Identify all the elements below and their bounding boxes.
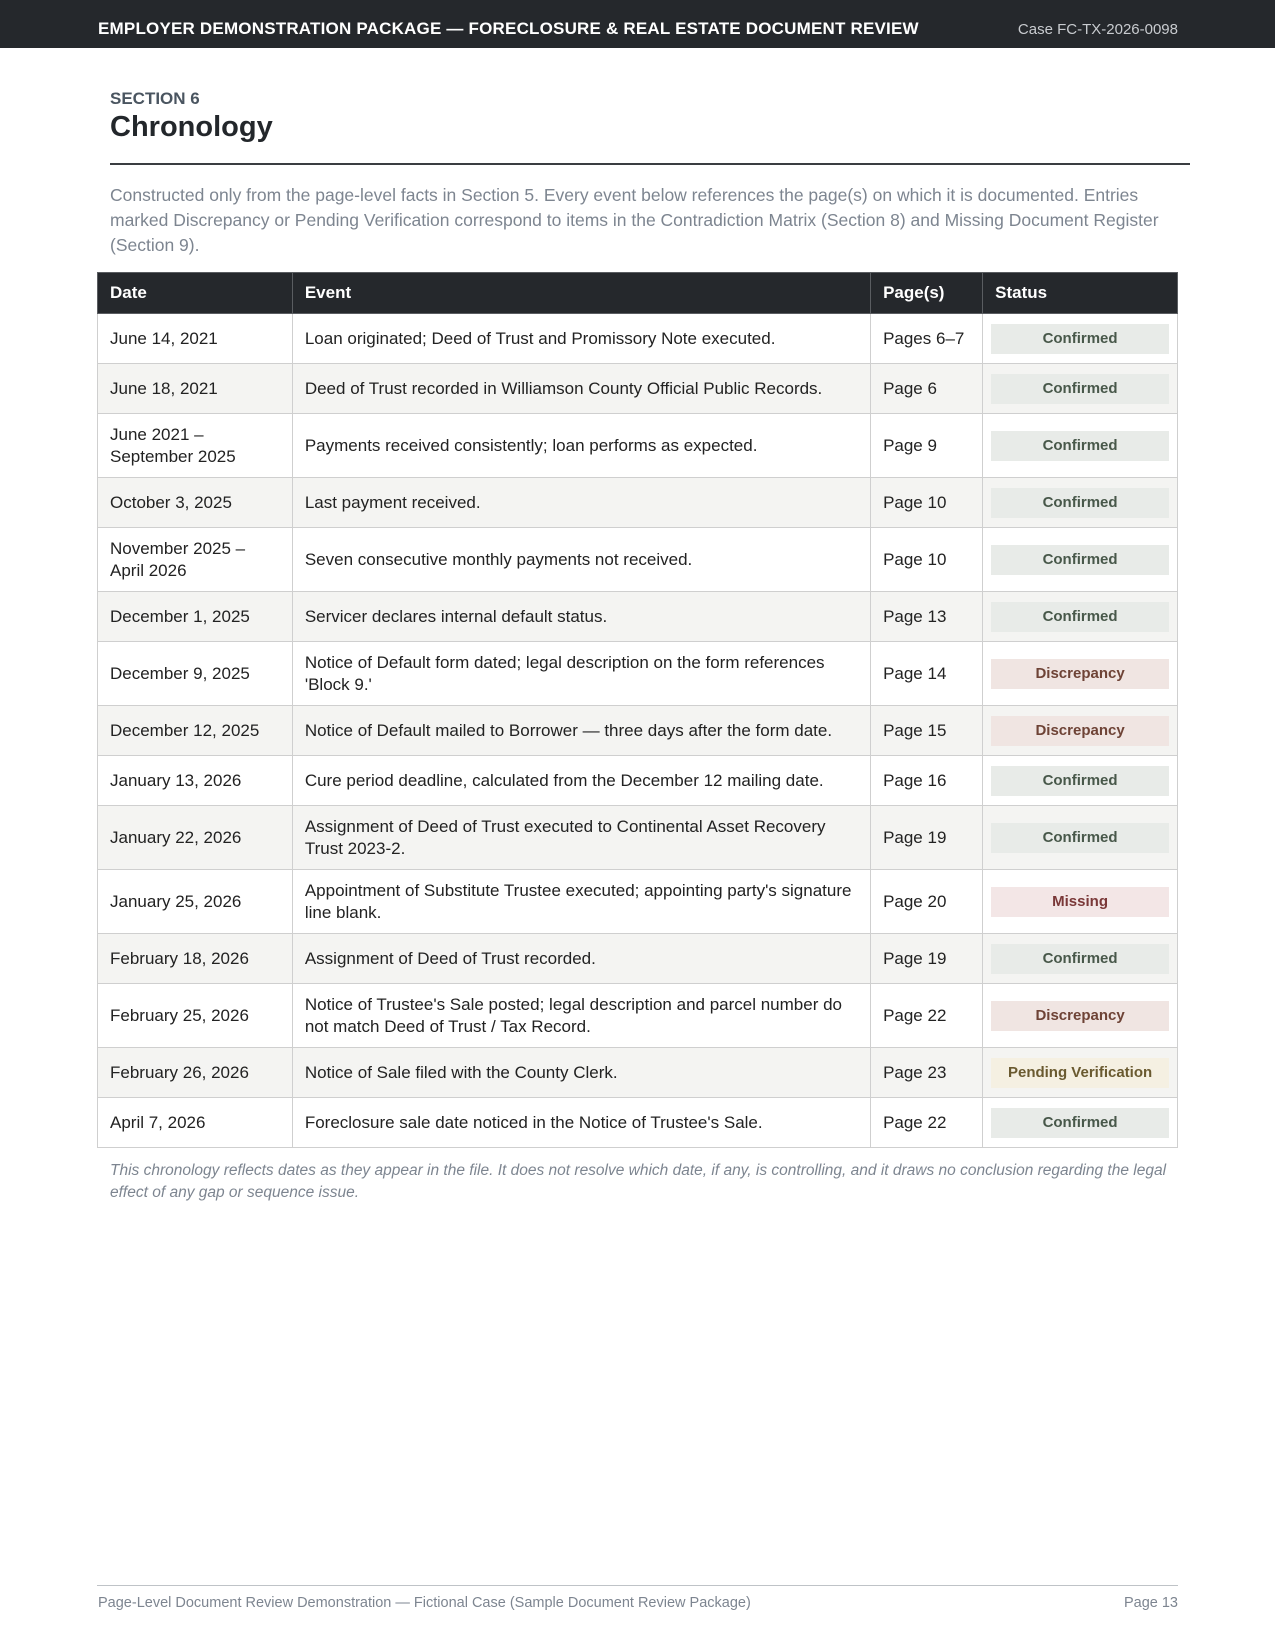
- page-title: Chronology: [110, 111, 273, 143]
- status-badge: Confirmed: [991, 944, 1169, 974]
- footer-divider: [97, 1585, 1178, 1586]
- date-cell: June 2021 – September 2025: [98, 414, 293, 478]
- pages-cell: Page 9: [871, 414, 983, 478]
- status-badge: Confirmed: [991, 374, 1169, 404]
- status-cell: [983, 414, 1178, 478]
- event-cell: Last payment received.: [292, 478, 870, 528]
- date-cell: January 22, 2026: [98, 806, 293, 870]
- date-cell: June 14, 2021: [98, 314, 293, 364]
- pages-cell: Page 14: [871, 642, 983, 706]
- table-row: [98, 756, 1178, 806]
- pages-cell: Page 22: [871, 1098, 983, 1148]
- event-cell: Payments received consistently; loan performs as expected.: [292, 414, 870, 478]
- status-cell: [983, 984, 1178, 1048]
- table-header-row: [98, 273, 1178, 314]
- table-row: [98, 806, 1178, 870]
- status-badge: Missing: [991, 887, 1169, 917]
- status-badge: Confirmed: [991, 1108, 1169, 1138]
- table-row: [98, 706, 1178, 756]
- table-row: [98, 592, 1178, 642]
- status-badge: Confirmed: [991, 488, 1169, 518]
- status-badge: Discrepancy: [991, 1001, 1169, 1031]
- event-cell: Notice of Trustee's Sale posted; legal description and parcel number do not match Deed of Trust / Tax Record.: [292, 984, 870, 1048]
- pages-cell: Page 15: [871, 706, 983, 756]
- pages-cell: Page 19: [871, 934, 983, 984]
- pages-cell: Pages 6–7: [871, 314, 983, 364]
- event-cell: Loan originated; Deed of Trust and Promissory Note executed.: [292, 314, 870, 364]
- chronology-table-body: [98, 314, 1178, 1148]
- date-cell: December 1, 2025: [98, 592, 293, 642]
- status-cell: [983, 706, 1178, 756]
- footer-description: Page-Level Document Review Demonstration — Fictional Case (Sample Document Review Package): [98, 1595, 751, 1611]
- table-row: [98, 478, 1178, 528]
- status-badge: Confirmed: [991, 431, 1169, 461]
- table-row: [98, 870, 1178, 934]
- table-row: [98, 414, 1178, 478]
- table-row: [98, 528, 1178, 592]
- section-intro: Constructed only from the page-level facts in Section 5. Every event below references the page(s) on which it is documented. Entries marked Discrepancy or Pending Verification correspond to items in the Contradiction Matrix (Section 8) and Missing Document Register (Section 9).: [110, 185, 1159, 255]
- status-badge: Confirmed: [991, 766, 1169, 796]
- date-cell: February 26, 2026: [98, 1048, 293, 1098]
- table-row: [98, 934, 1178, 984]
- table-row: [98, 984, 1178, 1048]
- status-badge: Confirmed: [991, 602, 1169, 632]
- date-cell: December 12, 2025: [98, 706, 293, 756]
- document-header-bar: [0, 0, 1275, 48]
- status-cell: [983, 478, 1178, 528]
- status-badge: Confirmed: [991, 545, 1169, 575]
- event-cell: Assignment of Deed of Trust executed to Continental Asset Recovery Trust 2023-2.: [292, 806, 870, 870]
- status-cell: [983, 1098, 1178, 1148]
- pages-cell: Page 22: [871, 984, 983, 1048]
- status-cell: [983, 870, 1178, 934]
- event-cell: Deed of Trust recorded in Williamson County Official Public Records.: [292, 364, 870, 414]
- pages-cell: Page 10: [871, 478, 983, 528]
- date-cell: February 25, 2026: [98, 984, 293, 1048]
- pages-cell: Page 6: [871, 364, 983, 414]
- status-cell: [983, 756, 1178, 806]
- event-cell: Notice of Default mailed to Borrower — three days after the form date.: [292, 706, 870, 756]
- date-cell: April 7, 2026: [98, 1098, 293, 1148]
- date-cell: January 13, 2026: [98, 756, 293, 806]
- table-row: [98, 1048, 1178, 1098]
- table-row: [98, 314, 1178, 364]
- status-cell: [983, 806, 1178, 870]
- status-badge: Discrepancy: [991, 716, 1169, 746]
- column-header-event: Event: [292, 273, 870, 314]
- table-row: [98, 364, 1178, 414]
- pages-cell: Page 20: [871, 870, 983, 934]
- status-cell: [983, 642, 1178, 706]
- header-title: EMPLOYER DEMONSTRATION PACKAGE — FORECLOSURE & REAL ESTATE DOCUMENT REVIEW: [98, 19, 919, 38]
- event-cell: Appointment of Substitute Trustee executed; appointing party's signature line blank.: [292, 870, 870, 934]
- pages-cell: Page 16: [871, 756, 983, 806]
- status-cell: [983, 592, 1178, 642]
- event-cell: Servicer declares internal default status.: [292, 592, 870, 642]
- event-cell: Notice of Default form dated; legal description on the form references 'Block 9.': [292, 642, 870, 706]
- date-cell: October 3, 2025: [98, 478, 293, 528]
- date-cell: June 18, 2021: [98, 364, 293, 414]
- table-row: [98, 1098, 1178, 1148]
- pages-cell: Page 23: [871, 1048, 983, 1098]
- status-badge: Discrepancy: [991, 659, 1169, 689]
- chronology-disclaimer: This chronology reflects dates as they appear in the file. It does not resolve which date, if any, is controlling, and it draws no conclusion regarding the legal effect of any gap or sequence issue.: [110, 1162, 1167, 1201]
- title-divider: [110, 163, 1190, 165]
- pages-cell: Page 10: [871, 528, 983, 592]
- status-cell: [983, 934, 1178, 984]
- pages-cell: Page 13: [871, 592, 983, 642]
- date-cell: February 18, 2026: [98, 934, 293, 984]
- event-cell: Notice of Sale filed with the County Clerk.: [292, 1048, 870, 1098]
- status-cell: [983, 364, 1178, 414]
- status-badge: Pending Verification: [991, 1058, 1169, 1088]
- event-cell: Foreclosure sale date noticed in the Notice of Trustee's Sale.: [292, 1098, 870, 1148]
- date-cell: January 25, 2026: [98, 870, 293, 934]
- status-cell: [983, 528, 1178, 592]
- status-cell: [983, 314, 1178, 364]
- page-number: Page 13: [1123, 1595, 1178, 1611]
- table-row: [98, 642, 1178, 706]
- case-id: Case FC-TX-2026-0098: [1017, 21, 1178, 38]
- event-cell: Seven consecutive monthly payments not received.: [292, 528, 870, 592]
- column-header-pages: Page(s): [871, 273, 983, 314]
- section-label: SECTION 6: [110, 89, 200, 108]
- chronology-table: [97, 272, 1178, 1148]
- status-badge: Confirmed: [991, 823, 1169, 853]
- pages-cell: Page 19: [871, 806, 983, 870]
- status-cell: [983, 1048, 1178, 1098]
- date-cell: December 9, 2025: [98, 642, 293, 706]
- event-cell: Cure period deadline, calculated from the December 12 mailing date.: [292, 756, 870, 806]
- date-cell: November 2025 – April 2026: [98, 528, 293, 592]
- column-header-status: Status: [983, 273, 1178, 314]
- column-header-date: Date: [98, 273, 293, 314]
- status-badge: Confirmed: [991, 324, 1169, 354]
- event-cell: Assignment of Deed of Trust recorded.: [292, 934, 870, 984]
